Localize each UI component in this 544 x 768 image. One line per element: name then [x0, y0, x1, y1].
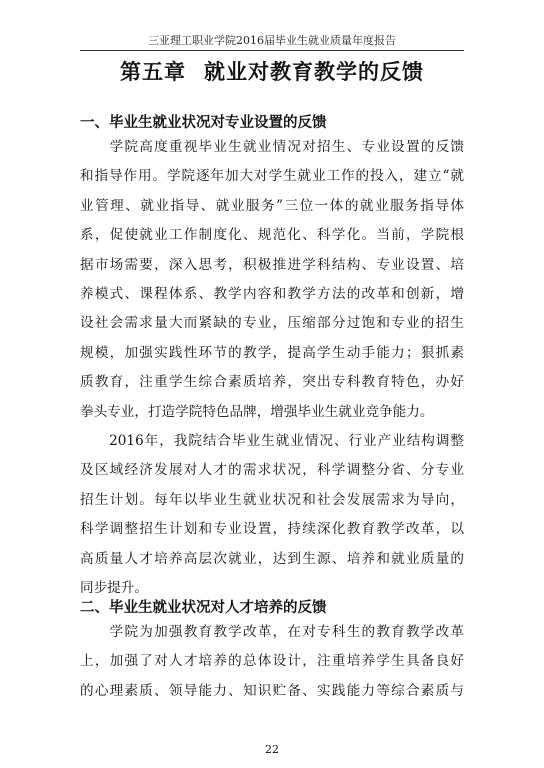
- text-line: 的心理素质、领导能力、知识贮备、实践能力等综合素质与: [80, 682, 464, 699]
- text-line: 业管理、就业指导、就业服务”三位一体的就业服务指导体: [80, 197, 464, 214]
- text-line: 设社会需求量大而紧缺的专业，压缩部分过饱和专业的招生: [80, 315, 464, 332]
- chapter-number: 第五章: [120, 59, 186, 84]
- chapter-name: 就业对教育教学的反馈: [204, 59, 424, 84]
- section2-paragraph-1: [80, 618, 464, 706]
- section-heading-1: 一、毕业生就业状况对专业设置的反馈: [80, 115, 327, 131]
- text-line: 科学调整招生计划和专业设置，持续深化教育教学改革，以: [80, 521, 464, 538]
- section1-paragraph-2: [80, 427, 464, 603]
- text-line: 2016年，我院结合毕业生就业情况、行业产业结构调整: [80, 433, 464, 449]
- section1-paragraph-1: [80, 133, 464, 427]
- text-line: 拳头专业，打造学院特色品牌，增强毕业生就业竞争能力。: [80, 403, 434, 420]
- text-line: 招生计划。每年以毕业生就业状况和社会发展需求为导向，: [80, 491, 464, 508]
- text-line: 养模式、课程体系、教学内容和教学方法的改革和创新，增: [80, 285, 464, 302]
- text-line: 同步提升。: [80, 579, 148, 596]
- text-line: 质教育，注重学生综合素质培养，突出专科教育特色，办好: [80, 374, 464, 391]
- text-line: 规模，加强实践性环节的教学，提高学生动手能力；狠抓素: [80, 344, 464, 361]
- header-divider: [80, 50, 464, 51]
- chapter-title: [80, 58, 464, 86]
- text-line: 和指导作用。学院逐年加大对学生就业工作的投入，建立“就: [80, 168, 464, 185]
- text-line: 及区域经济发展对人才的需求状况，科学调整分省、分专业: [80, 462, 464, 479]
- section-heading-2: 二、毕业生就业状况对人才培养的反馈: [80, 600, 327, 616]
- text-line: 据市场需要，深入思考，积极推进学科结构、专业设置、培: [80, 256, 464, 273]
- running-header: 三亚理工职业学院2016届毕业生就业质量年度报告: [148, 34, 396, 47]
- text-line: 学院为加强教育教学改革，在对专科生的教育教学改革: [80, 624, 464, 640]
- text-line: 上，加强了对人才培养的总体设计，注重培养学生具备良好: [80, 653, 464, 670]
- text-line: 学院高度重视毕业生就业情况对招生、专业设置的反馈: [80, 139, 464, 155]
- text-line: 高质量人才培养高层次就业，达到生源、培养和就业质量的: [80, 550, 464, 567]
- page-number: 22: [265, 743, 279, 756]
- text-line: 系，促使就业工作制度化、规范化、科学化。当前，学院根: [80, 227, 464, 244]
